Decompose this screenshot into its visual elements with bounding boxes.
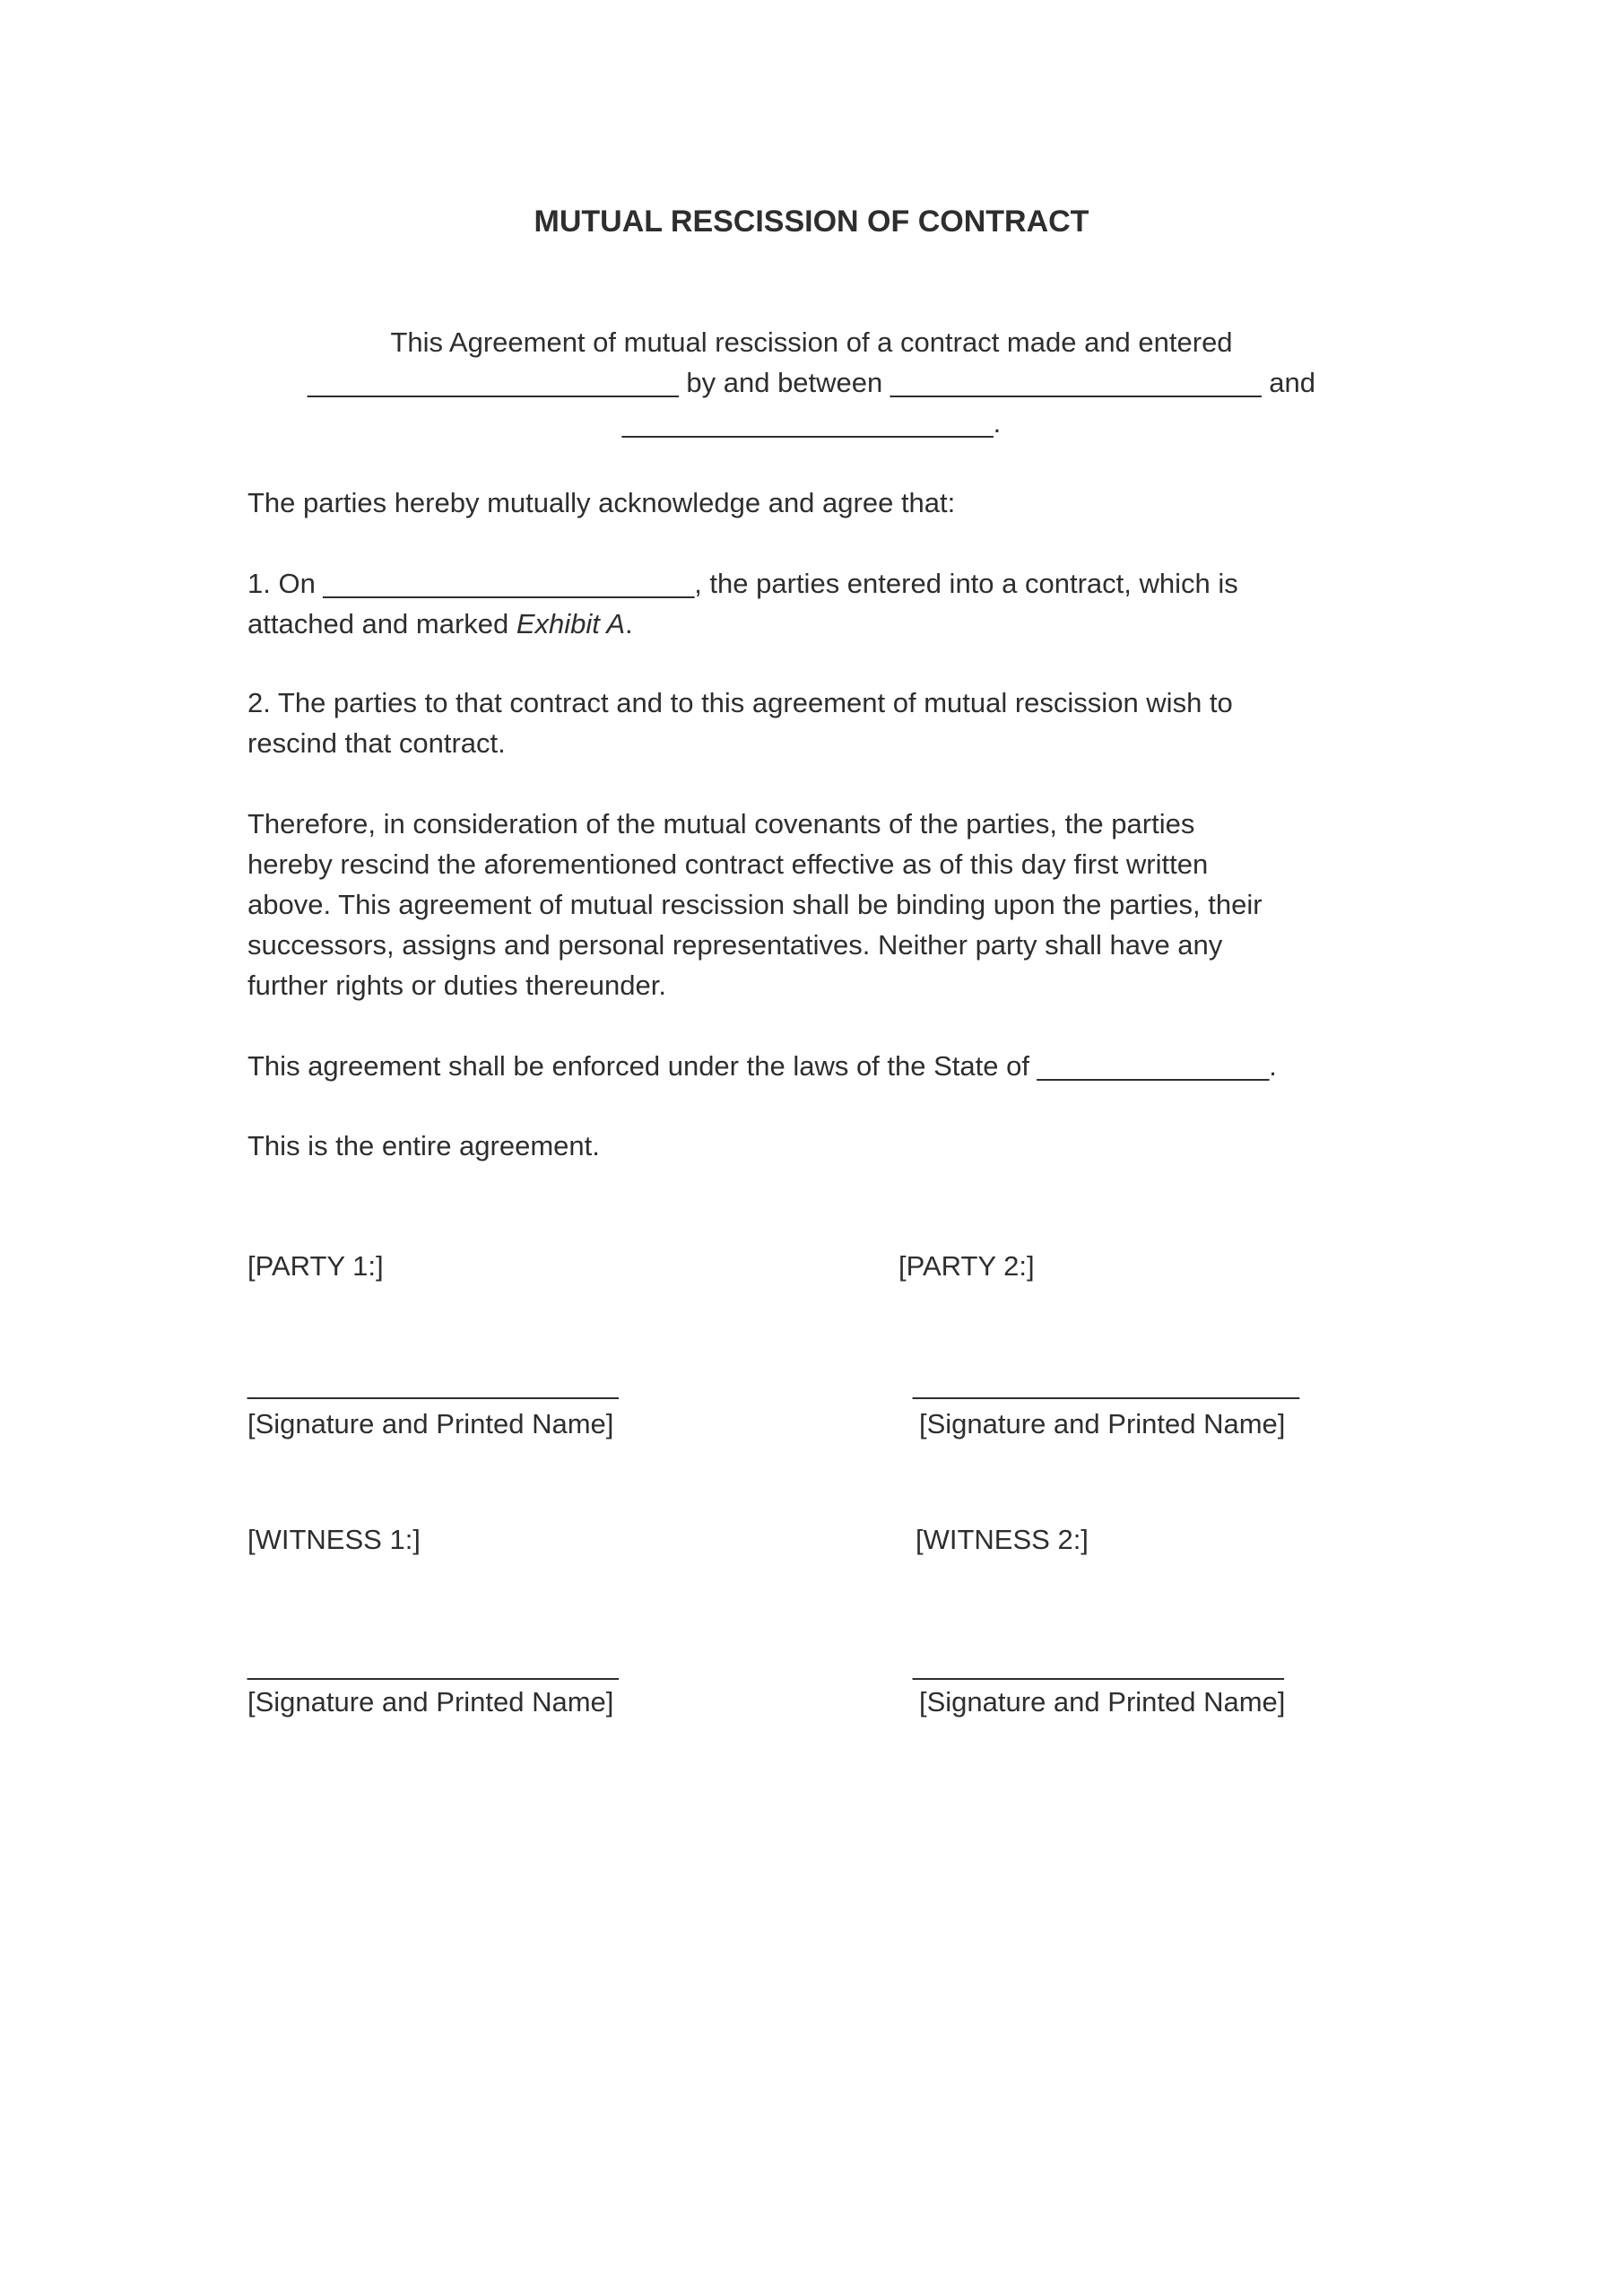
witness-2-label: [WITNESS 2:]: [916, 1524, 1089, 1555]
clause-1-period: .: [625, 608, 633, 639]
governing-law: This agreement shall be enforced under the laws of the State of _______________.: [247, 1050, 1277, 1082]
therefore-line: Therefore, in consideration of the mutual covenants of the parties, the parties: [247, 808, 1195, 839]
witness-2-signature-line: ________________________: [913, 1649, 1284, 1681]
clause-1-line-2: [247, 610, 633, 638]
document-title: MUTUAL RESCISSION OF CONTRACT: [534, 204, 1089, 239]
clause-1-text: attached and marked: [247, 608, 516, 639]
witness-1-label: [WITNESS 1:]: [247, 1524, 421, 1555]
witness-1-signature-label: [Signature and Printed Name]: [247, 1686, 614, 1718]
therefore-line: hereby rescind the aforementioned contract effective as of this day first written: [247, 848, 1209, 880]
therefore-line: above. This agreement of mutual rescission shall be binding upon the parties, their: [247, 889, 1263, 920]
witness-1-signature-line: ________________________: [247, 1649, 619, 1681]
witness-2-signature-label: [Signature and Printed Name]: [919, 1686, 1286, 1718]
entire-agreement: This is the entire agreement.: [247, 1130, 600, 1161]
clause-2-line-2: rescind that contract.: [247, 727, 506, 759]
party-1-label: [PARTY 1:]: [247, 1250, 384, 1282]
clause-2-line-1: 2. The parties to that contract and to this agreement of mutual rescission wish to: [247, 687, 1233, 718]
therefore-line: further rights or duties thereunder.: [247, 970, 666, 1001]
party-2-signature-label: [Signature and Printed Name]: [919, 1408, 1286, 1439]
therefore-line: successors, assigns and personal representatives. Neither party shall have any: [247, 929, 1223, 961]
party-2-signature-line: _________________________: [913, 1369, 1300, 1400]
clause-1-line-1: 1. On ________________________, the parties entered into a contract, which is: [247, 568, 1238, 599]
intro-line-2: ________________________ by and between ________________________ and: [307, 367, 1315, 398]
party-1-signature-label: [Signature and Printed Name]: [247, 1408, 614, 1439]
intro-line-3: ________________________.: [621, 407, 1002, 439]
party-2-label: [PARTY 2:]: [898, 1250, 1035, 1282]
acknowledge-text: The parties hereby mutually acknowledge and agree that:: [247, 487, 956, 518]
intro-line-1: This Agreement of mutual rescission of a contract made and entered: [390, 326, 1233, 358]
exhibit-reference: Exhibit A: [516, 608, 626, 639]
party-1-signature-line: ________________________: [247, 1369, 619, 1400]
